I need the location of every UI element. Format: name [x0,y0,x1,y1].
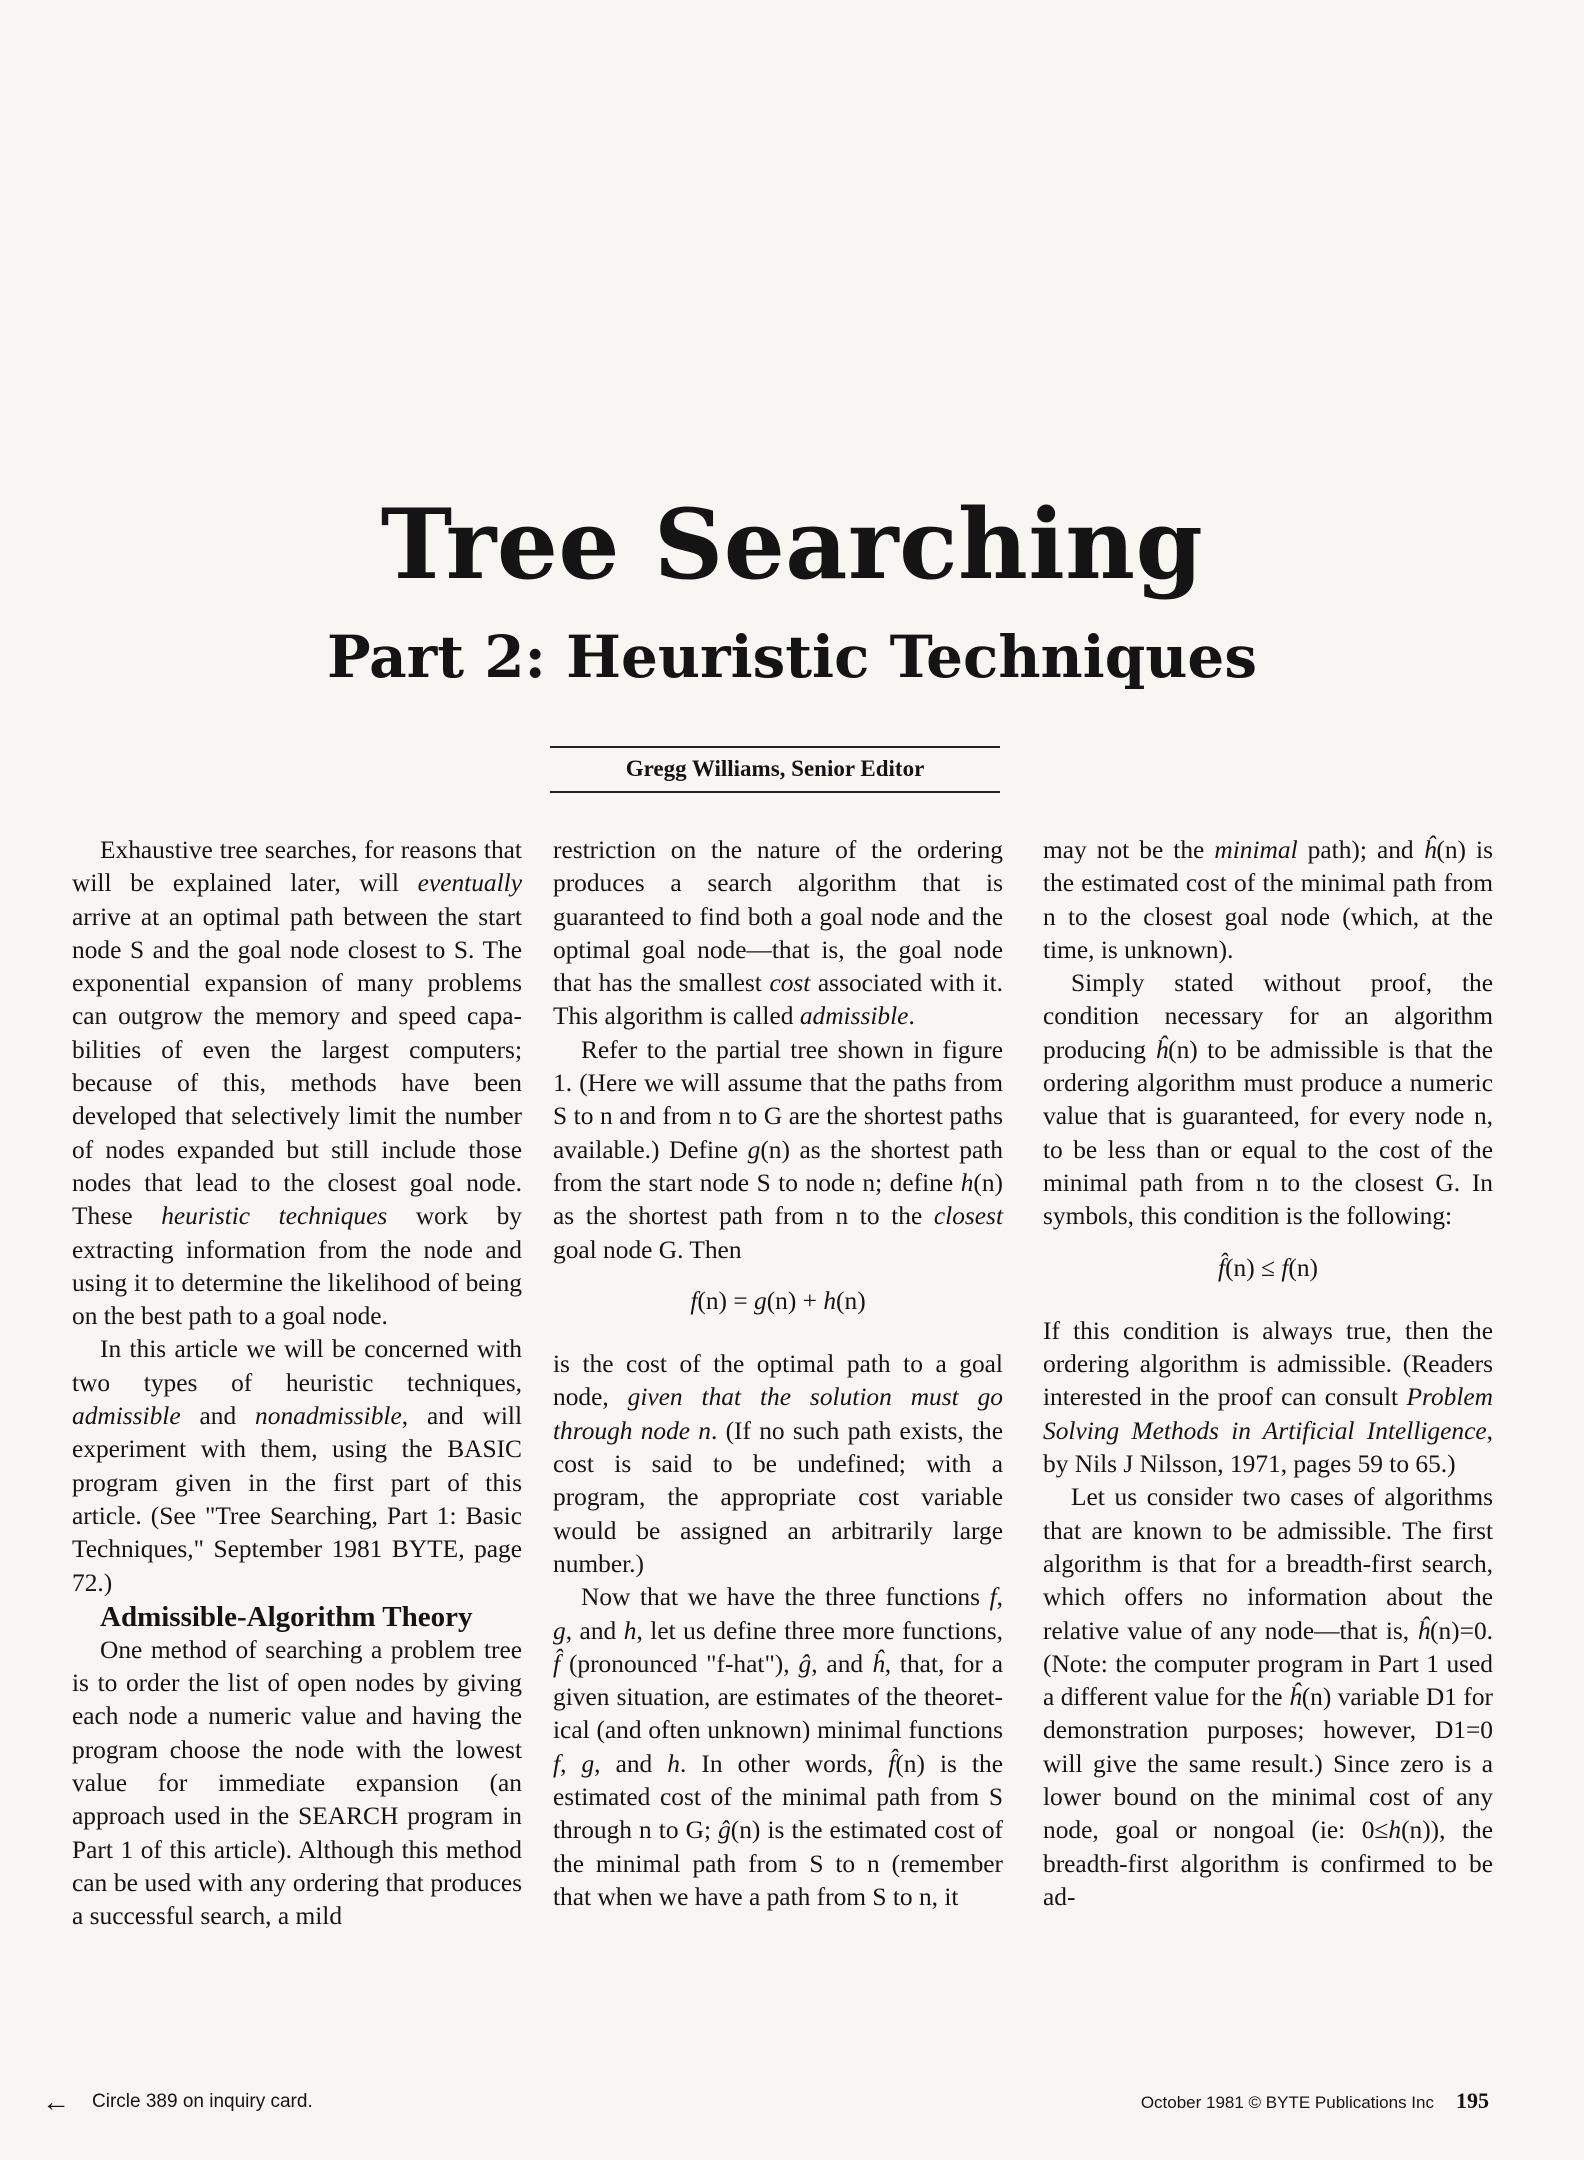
text-run: . In other words, [679,1749,889,1778]
text-run: and [180,1402,256,1431]
text-run: , and will experiment with them, using the BASIC program given in the first part of this article. (See "Tree Searching, Part 1: Basic Techniques," September 1981 BYTE, page 72.) [72,1402,523,1597]
text-run: . (If no such path exists, the cost is said to be undefined; with a program, the appropriate cost variable would be assigned an arbitrarily large number.) [553,1416,1003,1578]
italic-text: g [754,1286,767,1315]
italic-text: h [1388,1816,1402,1845]
italic-text: admissible [72,1402,181,1431]
text-run: , [560,1749,582,1778]
paragraph [1043,967,1493,1233]
text-column-2 [553,834,1003,1914]
paragraph [553,1348,1003,1581]
text-run: restriction on the nature of the ordering produces a search algorithm that is guaranteed to find both a goal node and the optimal goal node—that is, the goal node that has the smallest [553,836,1003,998]
italic-text: heuristic techniques [161,1202,388,1231]
text-run: , and [565,1616,624,1645]
inquiry-note: Circle 389 on inquiry card. [92,2091,313,2112]
text-run: path); and [1297,836,1424,864]
italic-text: f [1281,1253,1289,1282]
text-run: (n) variable D1 for demonstration purposes; however, D1=0 will give the same result.) Since zero is a lower bound on the minimal cost of any node, goal or nongoal (ie: 0≤ [1043,1683,1493,1845]
text-run: Now that we have the three functions [581,1583,990,1612]
italic-text: ĝ [798,1649,812,1678]
text-run: (n)), the breadth-first algorithm is confirmed to be ad- [1043,1816,1493,1911]
italic-text: ĥ [871,1649,885,1678]
text-run: goal node G. Then [553,1235,742,1264]
paragraph [72,834,522,1333]
equation [1043,1252,1493,1285]
italic-text: eventually [417,869,522,898]
text-run: associated with it. This algorithm is called [553,969,1003,1031]
italic-text: h [623,1616,637,1645]
paragraph [1043,834,1493,967]
text-run: , [996,1583,1003,1612]
italic-text: h [667,1749,680,1778]
text-run: Exhaustive tree searches, for reasons that will be explained later, will [72,836,522,898]
text-run: , let us define three more functions, [636,1616,1003,1645]
text-run: (n) + [766,1286,824,1315]
text-run: , by Nils J Nilsson, 1971, pages 59 to 65.) [1043,1416,1493,1479]
equation [553,1285,1003,1318]
italic-text: f [690,1286,698,1315]
italic-text: cost [769,969,811,998]
footer-inquiry [42,2088,313,2116]
text-run: . [908,1002,915,1031]
text-run: , that, for a given situation, are estimates of the theoretical (and often unknown) minimal functions [553,1649,1003,1745]
text-run: (n) [836,1286,866,1315]
text-run: (n) as the shortest path from the start node S to node n; define [553,1135,1003,1197]
paragraph [553,1034,1003,1267]
italic-text: nonadmissible [255,1402,402,1431]
text-column-3 [1043,834,1493,1914]
text-run: Let us consider two cases of algorithms that are known to be admissible. The first algorithm is that for a breadth-first search, which offers no information about the relative value of any node—that is, [1043,1483,1493,1645]
text-run: (n) = [697,1286,755,1315]
italic-text: ĝ [718,1816,731,1845]
byline-rule [550,746,1000,793]
italic-text: h [823,1286,837,1315]
text-run: (n) to be admissible is that the ordering algorithm must produce a numeric value that is guaranteed, for every node n, to be less than or equal to the cost of the minimal path from n to the closest G. In symbols, this condition is the following: [1043,1035,1493,1231]
text-run: (n) [1288,1253,1318,1282]
italic-text: f̂ [553,1649,561,1678]
paragraph [1043,1481,1493,1914]
paragraph [1043,1315,1493,1481]
italic-text: ĥ [1423,836,1437,864]
text-run: , and [811,1649,872,1678]
italic-text: g [747,1135,761,1164]
italic-text: Problem Solving Methods in Artificial Intelligence [1043,1383,1493,1445]
text-run: Simply stated without proof, the condition necessary for an algorithm producing [1043,969,1493,1064]
text-run: is the cost of the optimal path to a goal node, [553,1350,1003,1412]
paragraph [72,1333,522,1599]
italic-text: f [989,1583,997,1612]
page-number: 195 [1456,2088,1489,2113]
arrow-left-icon: ← [42,2086,70,2117]
italic-text: ĥ [1288,1683,1302,1712]
italic-text: g [553,1616,566,1645]
text-run: (n) is the estimated cost of the minimal path from S through n to G; [553,1749,1003,1845]
byline: Gregg Williams, Senior Editor [625,756,925,781]
text-run: Refer to the partial tree shown in figure 1. (Here we will assume that the paths from S to n and from n to G are the shortest paths available.) Define [553,1035,1003,1164]
text-column-1 [72,834,522,1934]
italic-text: ĥ [1155,1035,1169,1064]
paragraph [553,834,1003,1034]
footer-folio [1141,2088,1489,2114]
italic-text: closest [933,1202,1003,1231]
text-run: (n) is the estimated cost of the minimal path from S to n (remember that when we have a path from S to n, it [553,1816,1003,1911]
italic-text: f [553,1749,561,1778]
italic-text: g [581,1749,595,1778]
text-run: In this article we will be concerned with two types of heuristic techniques, [72,1335,522,1397]
text-run: , and [594,1749,668,1778]
text-run: (pronounced "f-hat"), [560,1649,799,1678]
text-run: (n) ≤ [1225,1253,1282,1282]
text-run: (n) is the estimated cost of the minimal path from n to the closest goal node (which, at the time, is unknown). [1043,836,1493,964]
article-title: Tree Searching [380,488,1204,601]
article-subtitle: Part 2: Heuristic Techniques [327,623,1257,691]
issue-line: October 1981 © BYTE Publications Inc [1140,2093,1434,2112]
text-run: One method of searching a problem tree is to order the list of open nodes by giving each node a numeric value and having the program choose the node with the lowest value for immediate expansion (an approach used in the SEARCH program in Part 1 of this article). Although this method can be used with any ordering that produces a successful search, a mild [72,1635,522,1931]
italic-text: given that the solution must go through node n [553,1383,1003,1445]
text-run: work by extracting information from the node and using it to determine the likelihood of being on the best path to a goal node. [72,1202,522,1331]
italic-text: f̂ [888,1749,896,1778]
text-run: If this condition is always true, then the ordering algorithm is admissible. (Readers interested in the proof can consult [1043,1316,1493,1412]
text-run: (n) as the shortest path from n to the [553,1168,1003,1231]
paragraph [553,1581,1003,1914]
text-run: arrive at an optimal path between the start node S and the goal node closest to S. The exponential expansion of many problems can outgrow the memory and speed capabilities of even the largest computers; because of this, methods have been developed that selectively limit the number of nodes expanded but still include those nodes that lead to the closest goal node. These [72,902,522,1231]
italic-text: f̂ [1218,1253,1226,1282]
italic-text: minimal [1214,836,1298,864]
italic-text: h [960,1168,974,1197]
italic-text: ĥ [1417,1616,1431,1645]
text-run: (n)=0. (Note: the computer program in Part 1 used a different value for the [1043,1616,1493,1712]
section-heading: Admissible-Algorithm Theory [100,1600,473,1633]
italic-text: admissible [799,1002,909,1031]
paragraph [72,1634,522,1934]
text-run: may not be the [1043,836,1215,864]
